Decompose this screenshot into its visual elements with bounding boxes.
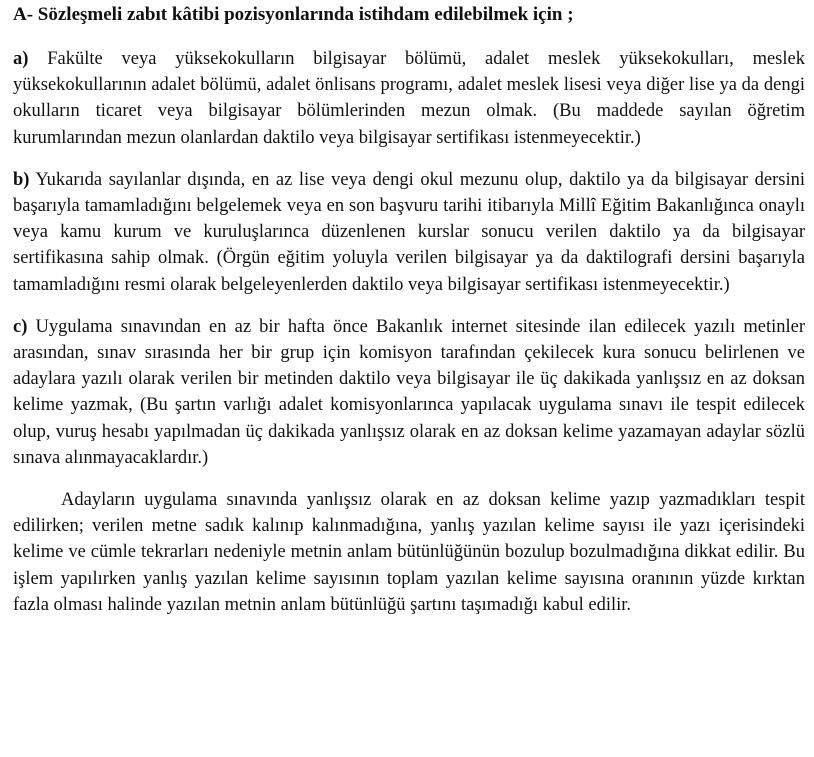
closing-paragraph: Adayların uygulama sınavında yanlışsız olarak en az doksan kelime yazıp yazmadıkları tespit edilirken; verilen metne sadık kalınıp kalınmadığına, yanlış yazılan kelime sayısı ile yazı içerisindeki kelime ve cümle tekrarları nedeniyle metnin anlam bütünlüğünün bozulup bozulmadığına dikkat edilir. Bu işlem yapılırken yanlış yazılan kelime sayısının toplam yazılan kelime sayısına oranının yüzde kırktan fazla olması halinde yazılan metnin anlam bütünlüğü şartını taşımadığı kabul edilir. (13, 490, 805, 615)
item-c-paragraph (13, 314, 805, 471)
section-heading: A- Sözleşmeli zabıt kâtibi pozisyonlarında istihdam edilebilmek için ; (13, 4, 574, 25)
document-body (13, 2, 805, 618)
item-a-marker: a) (13, 49, 29, 69)
item-a-text: Fakülte veya yüksekokulların bilgisayar bölümü, adalet meslek yüksekokulları, meslek yüksekokullarının adalet bölümü, adalet önlisans programı, adalet meslek lisesi veya diğer lise ya da dengi okulların ticaret veya bilgisayar bölümlerinden mezun olmak. (Bu maddede sayılan öğretim kurumlarından mezun olanlardan daktilo veya bilgisayar sertifikası istenmeyecektir.) (13, 49, 805, 148)
item-a-paragraph (13, 46, 805, 151)
item-c-text: Uygulama sınavından en az bir hafta önce Bakanlık internet sitesinde ilan edilecek yazılı metinler arasından, sınav sırasında her bir grup için komisyon tarafından çekilecek kura sonucu belirlenen ve adaylara yazılı olarak verilen bir metinden daktilo veya bilgisayar ile üç dakikada yanlışsız en az doksan kelime yazmak, (Bu şartın varlığı adalet komisyonlarınca yapılacak uygulama sınavı ile tespit edilecek olup, vuruş hesabı yapılmadan üç dakikada yanlışsız olarak en az doksan kelime yazamayan adaylar sözlü sınava alınmayacaklardır.) (13, 316, 805, 468)
item-b-paragraph (13, 167, 805, 298)
item-b-text: Yukarıda sayılanlar dışında, en az lise veya dengi okul mezunu olup, daktilo ya da bilgisayar dersini başarıyla tamamladığını belgelemek veya en son başvuru tarihi itibarıyla Millî Eğitim Bakanlığınca onaylı veya kamu kurum ve kuruluşlarınca düzenlenen kurslar sonucu verilen daktilo ya da bilgisayar sertifikasına sahip olmak. (Örgün eğitim yoluyla verilen bilgisayar ya da daktilografi dersini başarıyla tamamladığını resmi olarak belgeleyenlerden daktilo veya bilgisayar sertifikası istenmeyecektir.) (13, 169, 805, 295)
item-c-marker: c) (13, 316, 28, 337)
item-b-marker: b) (13, 169, 30, 190)
